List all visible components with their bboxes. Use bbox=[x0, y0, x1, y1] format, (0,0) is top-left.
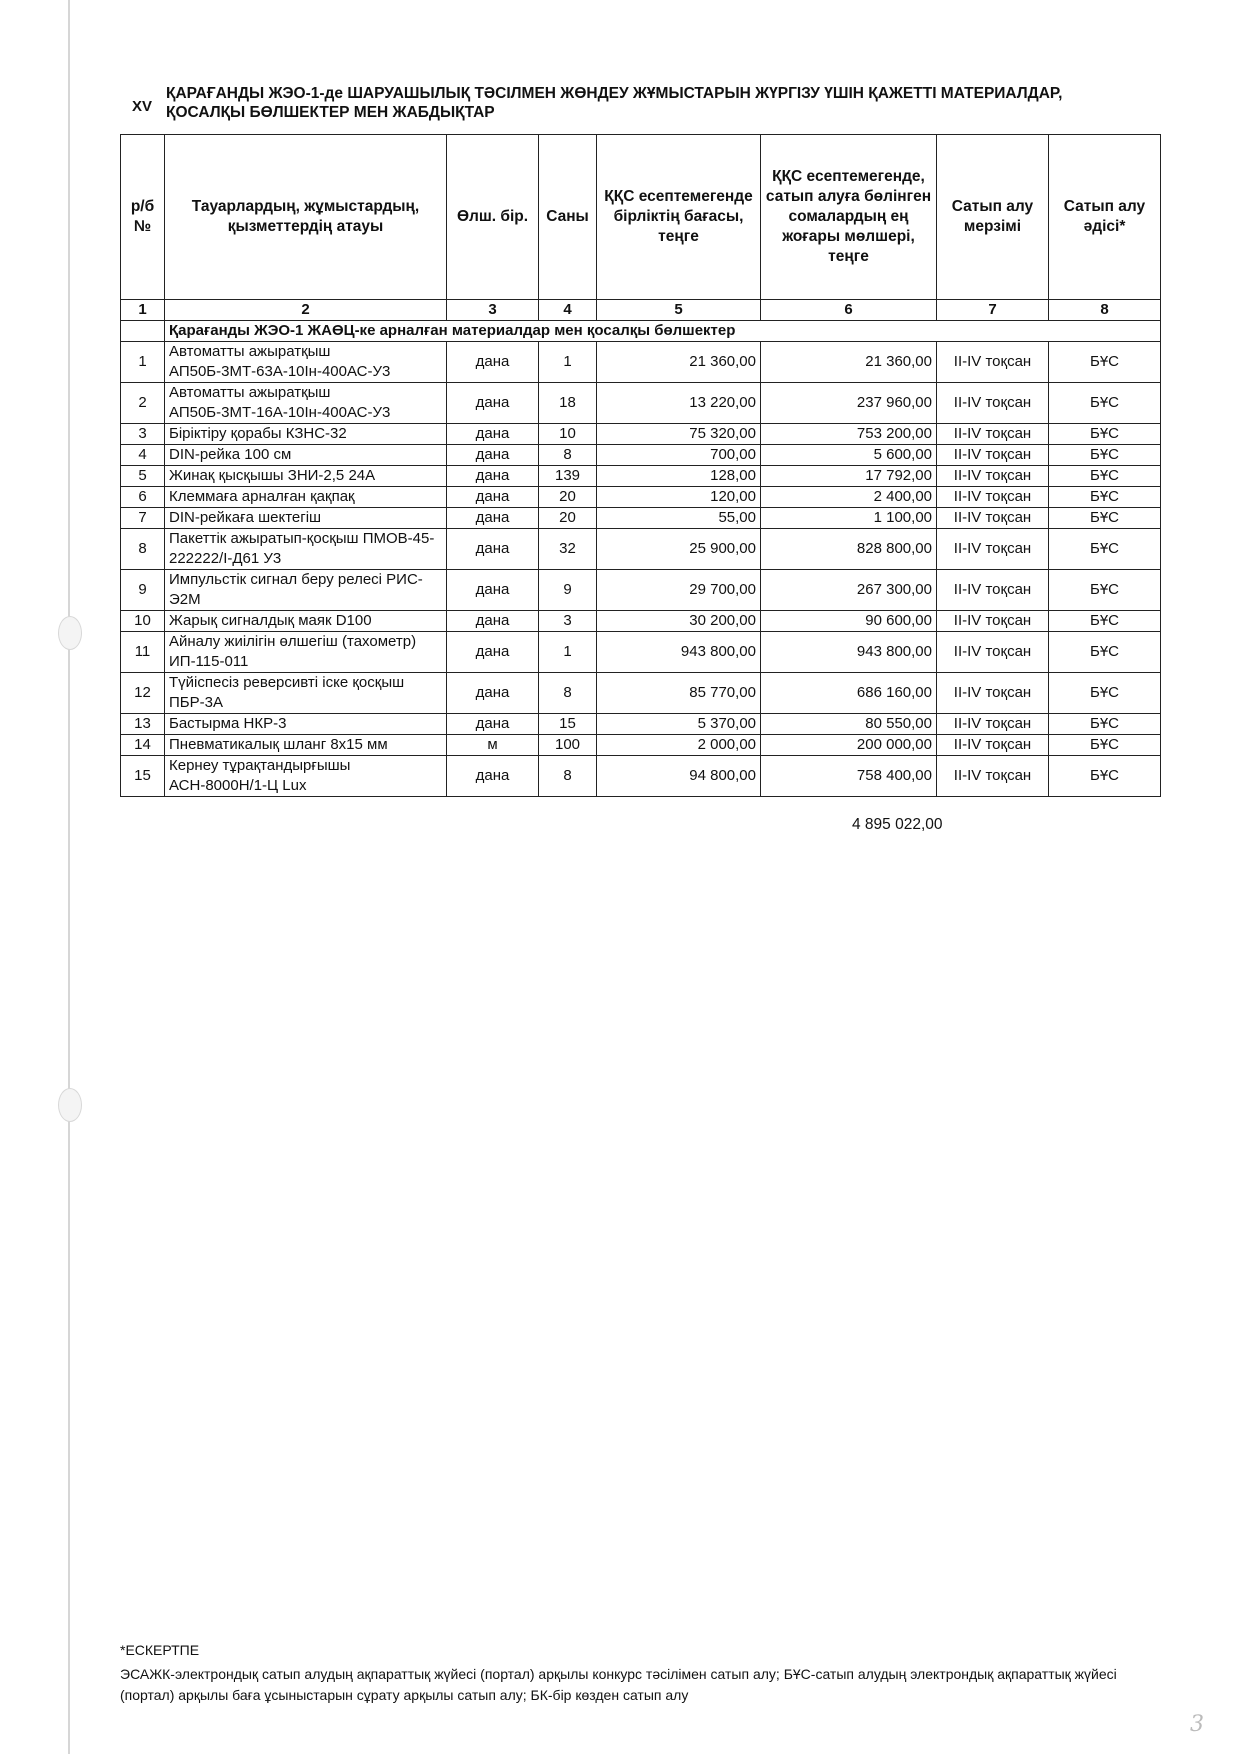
item-method: БҰС bbox=[1049, 714, 1161, 735]
item-name: DIN-рейкаға шектегіш bbox=[165, 508, 447, 529]
item-unit-price: 5 370,00 bbox=[597, 714, 761, 735]
item-unit: дана bbox=[447, 487, 539, 508]
item-unit: дана bbox=[447, 529, 539, 570]
item-method: БҰС bbox=[1049, 487, 1161, 508]
item-max-sum: 1 100,00 bbox=[761, 508, 937, 529]
item-period: II-IV тоқсан bbox=[937, 466, 1049, 487]
column-number: 7 bbox=[937, 300, 1049, 321]
row-number: 3 bbox=[121, 424, 165, 445]
item-quantity: 139 bbox=[539, 466, 597, 487]
item-max-sum: 758 400,00 bbox=[761, 756, 937, 797]
title-line-1: ҚАРАҒАНДЫ ЖЭО-1-де ШАРУАШЫЛЫҚ ТӘСІЛМЕН ЖӨНДЕУ ЖҰМЫСТАРЫН ЖҮРГІЗУ ҮШІН ҚАЖЕТТІ МАТЕРИАЛДАР, bbox=[166, 85, 1063, 102]
item-method: БҰС bbox=[1049, 424, 1161, 445]
column-header-num: р/б № bbox=[121, 135, 165, 300]
item-method: БҰС bbox=[1049, 508, 1161, 529]
item-period: II-IV тоқсан bbox=[937, 508, 1049, 529]
item-method: БҰС bbox=[1049, 445, 1161, 466]
item-name: Айналу жиілігін өлшегіш (тахометр) ИП-115-011 bbox=[165, 632, 447, 673]
table-row bbox=[121, 735, 1161, 756]
column-header-price: ҚҚС есептемегенде бірліктің бағасы, теңге bbox=[597, 135, 761, 300]
item-max-sum: 5 600,00 bbox=[761, 445, 937, 466]
group-num-cell bbox=[121, 321, 165, 342]
item-period: II-IV тоқсан bbox=[937, 529, 1049, 570]
column-number: 6 bbox=[761, 300, 937, 321]
row-number: 13 bbox=[121, 714, 165, 735]
row-number: 14 bbox=[121, 735, 165, 756]
item-quantity: 8 bbox=[539, 756, 597, 797]
item-method: БҰС bbox=[1049, 673, 1161, 714]
section-number: XV bbox=[132, 98, 153, 115]
item-name: Бастырма НКР-3 bbox=[165, 714, 447, 735]
item-unit-price: 30 200,00 bbox=[597, 611, 761, 632]
table-row bbox=[121, 673, 1161, 714]
item-unit-price: 700,00 bbox=[597, 445, 761, 466]
column-header-unit: Өлш. бір. bbox=[447, 135, 539, 300]
item-quantity: 10 bbox=[539, 424, 597, 445]
item-unit: дана bbox=[447, 508, 539, 529]
footnote-text: ЭСАЖК-электрондық сатып алудың ақпараттық жүйесі (портал) арқылы конкурс тәсілімен сатып алу; БҰС-сатып алудың электрондық ақпараттық жүйесі (портал) арқылы баға ұсыныстарын сұрату арқылы сатып алу; БК-бір көзден сатып алу bbox=[120, 1666, 1117, 1703]
item-quantity: 8 bbox=[539, 673, 597, 714]
item-method: БҰС bbox=[1049, 735, 1161, 756]
column-header-sum: ҚҚС есептемегенде, сатып алуға бөлінген сомалардың ең жоғары мөлшері, теңге bbox=[761, 135, 937, 300]
item-period: II-IV тоқсан bbox=[937, 383, 1049, 424]
item-name: Автоматты ажыратқыш АП50Б-3МТ-63А-10Iн-400АС-У3 bbox=[165, 342, 447, 383]
item-method: БҰС bbox=[1049, 611, 1161, 632]
item-unit: дана bbox=[447, 714, 539, 735]
item-period: II-IV тоқсан bbox=[937, 342, 1049, 383]
row-number: 8 bbox=[121, 529, 165, 570]
item-unit-price: 94 800,00 bbox=[597, 756, 761, 797]
item-quantity: 1 bbox=[539, 342, 597, 383]
row-number: 4 bbox=[121, 445, 165, 466]
column-number: 4 bbox=[539, 300, 597, 321]
column-number: 5 bbox=[597, 300, 761, 321]
item-unit-price: 13 220,00 bbox=[597, 383, 761, 424]
item-unit: дана bbox=[447, 445, 539, 466]
item-method: БҰС bbox=[1049, 466, 1161, 487]
item-method: БҰС bbox=[1049, 342, 1161, 383]
group-row bbox=[121, 321, 1161, 342]
item-name: Біріктіру қорабы КЗНС-32 bbox=[165, 424, 447, 445]
page-title bbox=[166, 84, 1166, 122]
column-number: 3 bbox=[447, 300, 539, 321]
item-unit-price: 120,00 bbox=[597, 487, 761, 508]
item-unit-price: 21 360,00 bbox=[597, 342, 761, 383]
page-edge bbox=[68, 0, 70, 1754]
item-max-sum: 828 800,00 bbox=[761, 529, 937, 570]
item-name: Түйіспесіз реверсивті іске қосқыш ПБР-3А bbox=[165, 673, 447, 714]
item-max-sum: 90 600,00 bbox=[761, 611, 937, 632]
column-number: 8 bbox=[1049, 300, 1161, 321]
column-number: 1 bbox=[121, 300, 165, 321]
item-period: II-IV тоқсан bbox=[937, 673, 1049, 714]
page-number-mark: 3 bbox=[1190, 1712, 1204, 1737]
item-name: Жарық сигналдық маяк D100 bbox=[165, 611, 447, 632]
item-period: II-IV тоқсан bbox=[937, 570, 1049, 611]
item-unit: м bbox=[447, 735, 539, 756]
grand-total: 4 895 022,00 bbox=[852, 816, 943, 833]
item-period: II-IV тоқсан bbox=[937, 424, 1049, 445]
row-number: 6 bbox=[121, 487, 165, 508]
table-row bbox=[121, 487, 1161, 508]
item-unit: дана bbox=[447, 424, 539, 445]
row-number: 10 bbox=[121, 611, 165, 632]
item-unit-price: 75 320,00 bbox=[597, 424, 761, 445]
item-max-sum: 21 360,00 bbox=[761, 342, 937, 383]
item-method: БҰС bbox=[1049, 570, 1161, 611]
item-quantity: 100 bbox=[539, 735, 597, 756]
item-quantity: 3 bbox=[539, 611, 597, 632]
title-line-2: ҚОСАЛҚЫ БӨЛШЕКТЕР МЕН ЖАБДЫҚТАР bbox=[166, 104, 495, 121]
item-quantity: 15 bbox=[539, 714, 597, 735]
table-row bbox=[121, 756, 1161, 797]
item-max-sum: 2 400,00 bbox=[761, 487, 937, 508]
item-unit-price: 29 700,00 bbox=[597, 570, 761, 611]
item-unit-price: 128,00 bbox=[597, 466, 761, 487]
row-number: 15 bbox=[121, 756, 165, 797]
item-name: Кернеу тұрақтандырғышы АСН-8000Н/1-Ц Lux bbox=[165, 756, 447, 797]
table-row bbox=[121, 445, 1161, 466]
punch-hole-top bbox=[58, 616, 82, 650]
item-unit: дана bbox=[447, 756, 539, 797]
item-quantity: 9 bbox=[539, 570, 597, 611]
row-number: 12 bbox=[121, 673, 165, 714]
table-row bbox=[121, 570, 1161, 611]
table-row bbox=[121, 529, 1161, 570]
item-period: II-IV тоқсан bbox=[937, 445, 1049, 466]
item-quantity: 8 bbox=[539, 445, 597, 466]
footnote-title: *ЕСКЕРТПЕ bbox=[120, 1642, 200, 1658]
column-header-period: Сатып алу мерзімі bbox=[937, 135, 1049, 300]
item-unit: дана bbox=[447, 673, 539, 714]
row-number: 2 bbox=[121, 383, 165, 424]
table-row bbox=[121, 611, 1161, 632]
item-name: Пневматикалық шланг 8х15 мм bbox=[165, 735, 447, 756]
item-name: DIN-рейка 100 см bbox=[165, 445, 447, 466]
item-unit: дана bbox=[447, 611, 539, 632]
item-name: Пакеттік ажыратып-қосқыш ПМОВ-45-222222/I-Д61 У3 bbox=[165, 529, 447, 570]
row-number: 7 bbox=[121, 508, 165, 529]
item-max-sum: 17 792,00 bbox=[761, 466, 937, 487]
item-period: II-IV тоқсан bbox=[937, 756, 1049, 797]
item-quantity: 32 bbox=[539, 529, 597, 570]
column-header-qty: Саны bbox=[539, 135, 597, 300]
item-quantity: 18 bbox=[539, 383, 597, 424]
table-row bbox=[121, 424, 1161, 445]
materials-table bbox=[120, 134, 1161, 797]
item-name: Жинақ қысқышы ЗНИ-2,5 24А bbox=[165, 466, 447, 487]
column-header-method: Сатып алу әдісі* bbox=[1049, 135, 1161, 300]
item-unit: дана bbox=[447, 570, 539, 611]
item-quantity: 1 bbox=[539, 632, 597, 673]
item-unit-price: 55,00 bbox=[597, 508, 761, 529]
item-max-sum: 686 160,00 bbox=[761, 673, 937, 714]
item-unit: дана bbox=[447, 632, 539, 673]
item-max-sum: 753 200,00 bbox=[761, 424, 937, 445]
item-max-sum: 237 960,00 bbox=[761, 383, 937, 424]
table-row bbox=[121, 466, 1161, 487]
item-max-sum: 80 550,00 bbox=[761, 714, 937, 735]
item-unit-price: 943 800,00 bbox=[597, 632, 761, 673]
row-number: 5 bbox=[121, 466, 165, 487]
item-unit: дана bbox=[447, 342, 539, 383]
item-unit: дана bbox=[447, 383, 539, 424]
item-unit-price: 25 900,00 bbox=[597, 529, 761, 570]
table-row bbox=[121, 383, 1161, 424]
item-period: II-IV тоқсан bbox=[937, 735, 1049, 756]
item-method: БҰС bbox=[1049, 632, 1161, 673]
item-unit: дана bbox=[447, 466, 539, 487]
table-row bbox=[121, 342, 1161, 383]
item-name: Автоматты ажыратқыш АП50Б-3МТ-16А-10Iн-400АС-У3 bbox=[165, 383, 447, 424]
item-method: БҰС bbox=[1049, 756, 1161, 797]
item-quantity: 20 bbox=[539, 508, 597, 529]
item-period: II-IV тоқсан bbox=[937, 714, 1049, 735]
column-number: 2 bbox=[165, 300, 447, 321]
item-max-sum: 200 000,00 bbox=[761, 735, 937, 756]
table-header-row bbox=[121, 135, 1161, 300]
item-unit-price: 2 000,00 bbox=[597, 735, 761, 756]
table-row bbox=[121, 632, 1161, 673]
table-row bbox=[121, 714, 1161, 735]
item-quantity: 20 bbox=[539, 487, 597, 508]
row-number: 11 bbox=[121, 632, 165, 673]
item-method: БҰС bbox=[1049, 383, 1161, 424]
column-numbers-row bbox=[121, 300, 1161, 321]
item-period: II-IV тоқсан bbox=[937, 487, 1049, 508]
item-period: II-IV тоқсан bbox=[937, 611, 1049, 632]
item-max-sum: 943 800,00 bbox=[761, 632, 937, 673]
item-period: II-IV тоқсан bbox=[937, 632, 1049, 673]
punch-hole-bottom bbox=[58, 1088, 82, 1122]
item-unit-price: 85 770,00 bbox=[597, 673, 761, 714]
row-number: 1 bbox=[121, 342, 165, 383]
item-method: БҰС bbox=[1049, 529, 1161, 570]
item-max-sum: 267 300,00 bbox=[761, 570, 937, 611]
item-name: Клеммаға арналған қақпақ bbox=[165, 487, 447, 508]
table-row bbox=[121, 508, 1161, 529]
group-title: Қарағанды ЖЭО-1 ЖАӨЦ-ке арналған материалдар мен қосалқы бөлшектер bbox=[165, 321, 1161, 342]
item-name: Импульстік сигнал беру релесі РИС-Э2М bbox=[165, 570, 447, 611]
row-number: 9 bbox=[121, 570, 165, 611]
column-header-name: Тауарлардың, жұмыстардың, қызметтердің атауы bbox=[165, 135, 447, 300]
